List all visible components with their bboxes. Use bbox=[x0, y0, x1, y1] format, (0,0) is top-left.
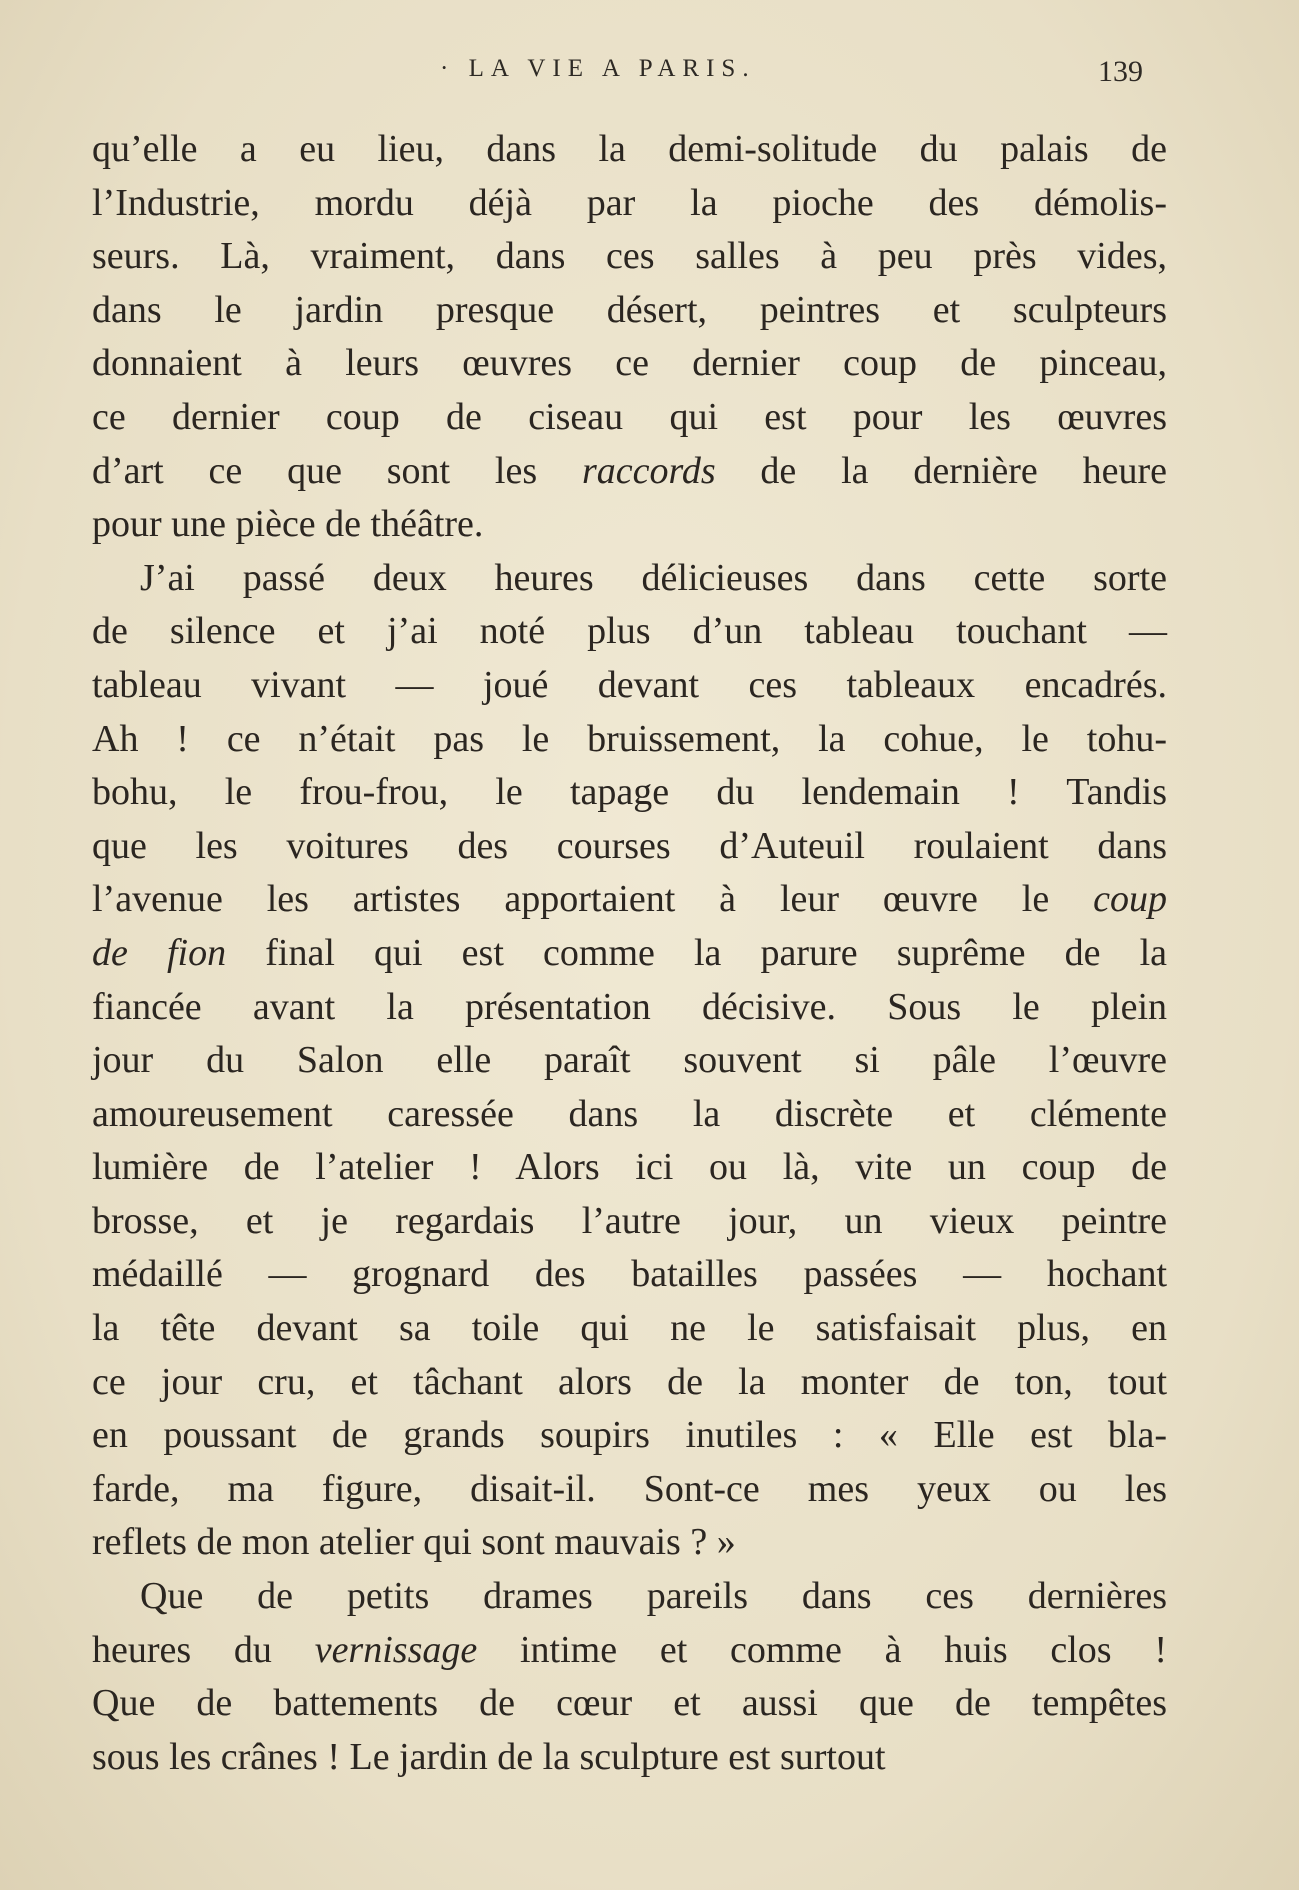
text-segment: Ah ! ce n’était pas le bruissement, la cohue, le tohu- bbox=[92, 717, 1167, 760]
text-line bbox=[92, 713, 1167, 767]
text-line bbox=[92, 1624, 1167, 1678]
text-line bbox=[92, 177, 1167, 231]
text-segment: de la dernière heure bbox=[715, 449, 1167, 492]
text-line bbox=[92, 1677, 1167, 1731]
text-line bbox=[92, 445, 1167, 499]
text-line bbox=[92, 981, 1167, 1035]
italic-text: de fion bbox=[92, 931, 227, 974]
text-line bbox=[92, 1356, 1167, 1410]
text-line bbox=[92, 552, 1167, 606]
text-line bbox=[92, 1248, 1167, 1302]
text-line bbox=[92, 927, 1167, 981]
text-segment: J’ai passé deux heures délicieuses dans cette sorte bbox=[140, 556, 1167, 599]
text-segment: intime et comme à huis clos ! bbox=[477, 1628, 1167, 1671]
text-segment: l’Industrie, mordu déjà par la pioche des démolis- bbox=[92, 181, 1167, 224]
text-line bbox=[92, 1731, 1167, 1785]
text-segment: sous les crânes ! Le jardin de la sculpture est surtout bbox=[92, 1735, 886, 1778]
text-segment: en poussant de grands soupirs inutiles : « Elle est bla- bbox=[92, 1414, 1167, 1457]
text-segment: la tête devant sa toile qui ne le satisfaisait plus, en bbox=[92, 1307, 1167, 1350]
text-line bbox=[92, 766, 1167, 820]
text-segment: Que de petits drames pareils dans ces dernières bbox=[140, 1575, 1167, 1618]
text-line bbox=[92, 498, 1167, 552]
text-segment: farde, ma figure, disait-il. Sont-ce mes yeux ou les bbox=[92, 1467, 1167, 1510]
text-segment: qu’elle a eu lieu, dans la demi-solitude du palais de bbox=[92, 128, 1167, 170]
text-segment: heures du bbox=[92, 1628, 315, 1671]
text-line bbox=[92, 1463, 1167, 1517]
text-segment: dans le jardin presque désert, peintres et sculpteurs bbox=[92, 288, 1167, 331]
text-segment: jour du Salon elle paraît souvent si pâle l’œuvre bbox=[92, 1039, 1167, 1082]
text-segment: bohu, le frou-frou, le tapage du lendemain ! Tandis bbox=[92, 771, 1167, 814]
text-line bbox=[92, 337, 1167, 391]
text-segment: que les voitures des courses d’Auteuil roulaient dans bbox=[92, 824, 1167, 867]
italic-text: vernissage bbox=[314, 1628, 478, 1671]
running-title: · LA VIE A PARIS. bbox=[440, 55, 756, 83]
text-line bbox=[92, 1195, 1167, 1249]
text-line bbox=[92, 391, 1167, 445]
text-segment: fiancée avant la présentation décisive. Sous le plein bbox=[92, 985, 1167, 1028]
text-line bbox=[92, 605, 1167, 659]
text-line bbox=[92, 284, 1167, 338]
text-line bbox=[92, 1302, 1167, 1356]
page-header bbox=[0, 55, 1299, 95]
text-segment: de silence et j’ai noté plus d’un tableau touchant — bbox=[92, 610, 1167, 653]
text-line bbox=[92, 1409, 1167, 1463]
text-segment: d’art ce que sont les bbox=[92, 449, 582, 492]
text-line bbox=[92, 1516, 1167, 1570]
body-text bbox=[92, 123, 1167, 1784]
text-segment: l’avenue les artistes apportaient à leur œuvre le bbox=[92, 878, 1094, 921]
text-line bbox=[92, 123, 1167, 177]
text-segment: brosse, et je regardais l’autre jour, un vieux peintre bbox=[92, 1199, 1167, 1242]
page-number: 139 bbox=[1098, 55, 1143, 88]
text-segment: Que de battements de cœur et aussi que de tempêtes bbox=[92, 1682, 1167, 1725]
text-segment: médaillé — grognard des batailles passées — hochant bbox=[92, 1253, 1167, 1296]
text-line bbox=[92, 820, 1167, 874]
text-line bbox=[92, 873, 1167, 927]
italic-text: coup bbox=[1093, 878, 1167, 921]
text-line bbox=[92, 1141, 1167, 1195]
text-segment: ce dernier coup de ciseau qui est pour les œuvres bbox=[92, 395, 1167, 438]
text-segment: tableau vivant — joué devant ces tableaux encadrés. bbox=[92, 663, 1167, 706]
text-segment: final qui est comme la parure suprême de la bbox=[226, 931, 1167, 974]
text-line bbox=[92, 1034, 1167, 1088]
text-segment: lumière de l’atelier ! Alors ici ou là, vite un coup de bbox=[92, 1146, 1167, 1189]
text-segment: amoureusement caressée dans la discrète et clémente bbox=[92, 1092, 1167, 1135]
text-line bbox=[92, 1088, 1167, 1142]
italic-text: raccords bbox=[581, 449, 716, 492]
text-line bbox=[92, 1570, 1167, 1624]
text-segment: seurs. Là, vraiment, dans ces salles à peu près vides, bbox=[92, 235, 1167, 278]
text-line bbox=[92, 659, 1167, 713]
text-line bbox=[92, 230, 1167, 284]
text-segment: ce jour cru, et tâchant alors de la monter de ton, tout bbox=[92, 1360, 1167, 1403]
text-segment: pour une pièce de théâtre. bbox=[92, 503, 484, 546]
text-segment: donnaient à leurs œuvres ce dernier coup de pinceau, bbox=[92, 342, 1167, 385]
text-segment: reflets de mon atelier qui sont mauvais ? » bbox=[92, 1521, 736, 1564]
